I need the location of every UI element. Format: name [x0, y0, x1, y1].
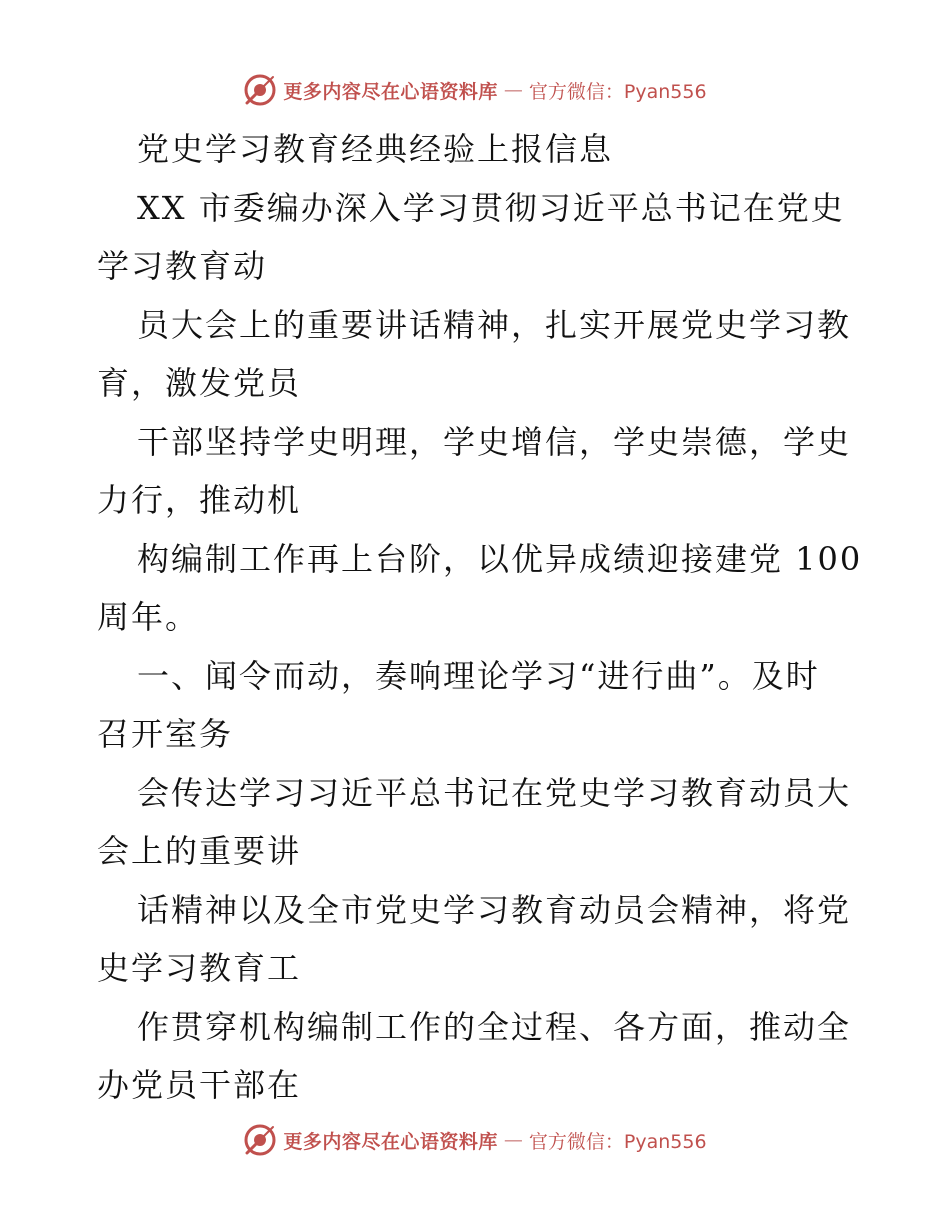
- banner-brand-text: 更多内容尽在心语资料库: [283, 80, 498, 103]
- pen-logo-icon: [243, 1123, 277, 1157]
- doc-line: XX 市委编办深入学习贯彻习近平总书记在党史: [137, 188, 845, 227]
- doc-line: 力行，推动机: [97, 481, 302, 519]
- banner-separator: —: [503, 79, 523, 101]
- footer-watermark-banner: [0, 1120, 950, 1160]
- doc-line: 办党员干部在: [97, 1066, 302, 1104]
- doc-line: 史学习教育工: [97, 949, 302, 987]
- doc-line: 作贯穿机构编制工作的全过程、各方面，推动全: [137, 1007, 852, 1046]
- banner-wechat-text: 官方微信：Pyan556: [528, 1130, 707, 1153]
- doc-title: 党史学习教育经典经验上报信息: [137, 130, 614, 168]
- doc-line: 一、闻令而动，奏响理论学习“进行曲”。及时: [137, 656, 820, 695]
- doc-line: 会传达学习习近平总书记在党史学习教育动员大: [137, 773, 852, 812]
- doc-line: 话精神以及全市党史学习教育动员会精神，将党: [137, 890, 852, 929]
- doc-line: 构编制工作再上台阶，以优异成绩迎接建党 100: [137, 539, 863, 578]
- doc-line: 育，激发党员: [97, 364, 302, 402]
- banner-separator: —: [503, 1129, 523, 1151]
- doc-line: 会上的重要讲: [97, 832, 302, 870]
- header-watermark-banner: [0, 70, 950, 110]
- banner-wechat-text: 官方微信：Pyan556: [528, 80, 707, 103]
- doc-line: 周年。: [97, 598, 200, 636]
- doc-line: 学习教育动: [97, 247, 268, 285]
- doc-line: 召开室务: [97, 715, 234, 753]
- pen-logo-icon: [243, 73, 277, 107]
- doc-line: 干部坚持学史明理，学史增信，学史崇德，学史: [137, 422, 852, 461]
- document-body: [97, 120, 863, 1115]
- doc-line: 员大会上的重要讲话精神，扎实开展党史学习教: [137, 305, 852, 344]
- banner-brand-text: 更多内容尽在心语资料库: [283, 1130, 498, 1153]
